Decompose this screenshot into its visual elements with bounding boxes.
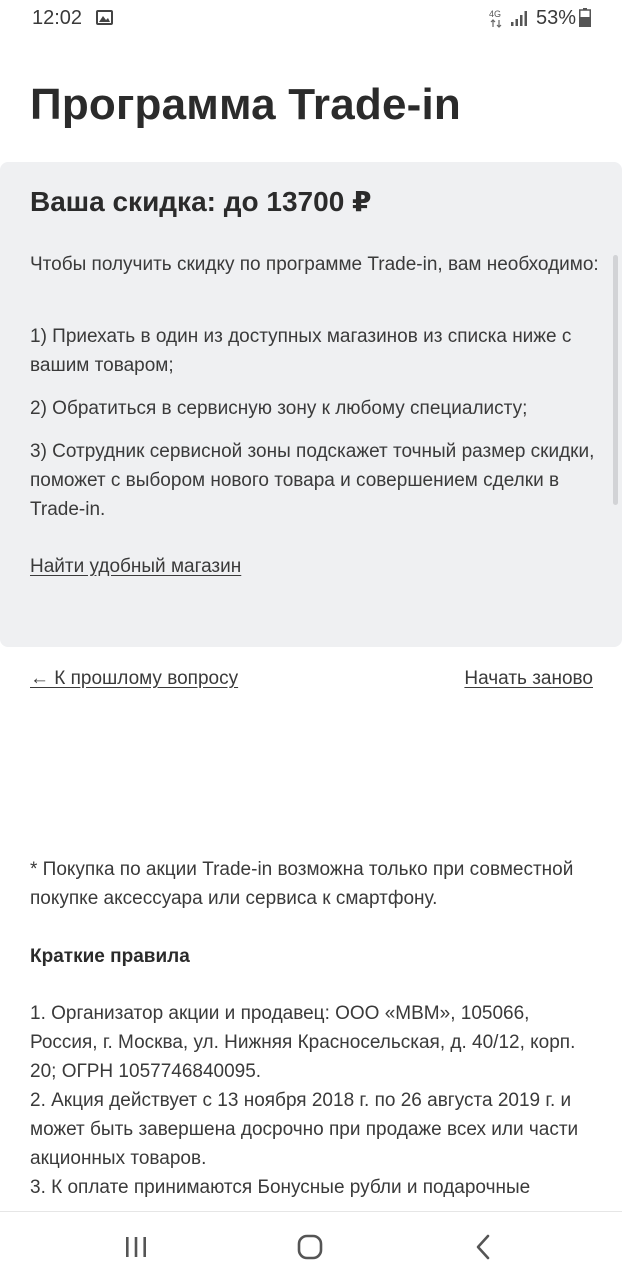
card-intro-text: Чтобы получить скидку по программе Trade-in, вам необходимо: [30,254,599,275]
image-notification-icon [96,10,113,25]
home-icon[interactable] [295,1232,325,1262]
network-4g-icon [488,8,506,28]
battery-icon [579,8,591,27]
svg-text:4G: 4G [489,9,502,19]
card-step-3: 3) Сотрудник сервисной зоны подскажет точный размер скидки, поможет с выбором нового товара и совершением сделки в Trade-in. [30,441,595,520]
rules-item: 2. Акция действует с 13 ноября 2018 г. по 26 августа 2019 г. и может быть завершена досрочно при продаже всех или части акционных товаров. [30,1090,579,1169]
restart-link[interactable]: Начать заново [464,668,593,689]
footnote-text: * Покупка по акции Trade-in возможна только при совместной покупке аксессуара или сервиса к смартфону. [30,859,574,909]
discount-heading: Ваша скидка: до 13700 ₽ [30,186,372,217]
system-navigation-bar [0,1211,622,1281]
status-time: 12:02 [32,7,83,29]
card-step-2: 2) Обратиться в сервисную зону к любому специалисту; [30,398,528,419]
rules-heading: Краткие правила [30,946,190,967]
battery-percent: 53% [536,7,577,29]
page-title: Программа Trade-in [30,80,462,129]
rules-item: 1. Организатор акции и продавец: ООО «МВМ», 105066, Россия, г. Москва, ул. Нижняя Красносельская, д. 40/12, корп. 20; ОГРН 1057746840095. [30,1003,576,1082]
status-bar [0,0,622,38]
find-store-link[interactable]: Найти удобный магазин [30,556,242,577]
back-icon[interactable] [469,1232,499,1262]
signal-icon [510,10,530,26]
card-step-1: 1) Приехать в один из доступных магазинов из списка ниже с вашим товаром; [30,326,572,376]
card-scrollbar[interactable] [613,255,618,505]
rules-list [30,999,602,1202]
recent-apps-icon[interactable] [121,1232,151,1262]
rules-item: 3. К оплате принимаются Бонусные рубли и подарочные [30,1177,531,1198]
previous-question-link[interactable]: ← К прошлому вопросу [30,668,239,689]
